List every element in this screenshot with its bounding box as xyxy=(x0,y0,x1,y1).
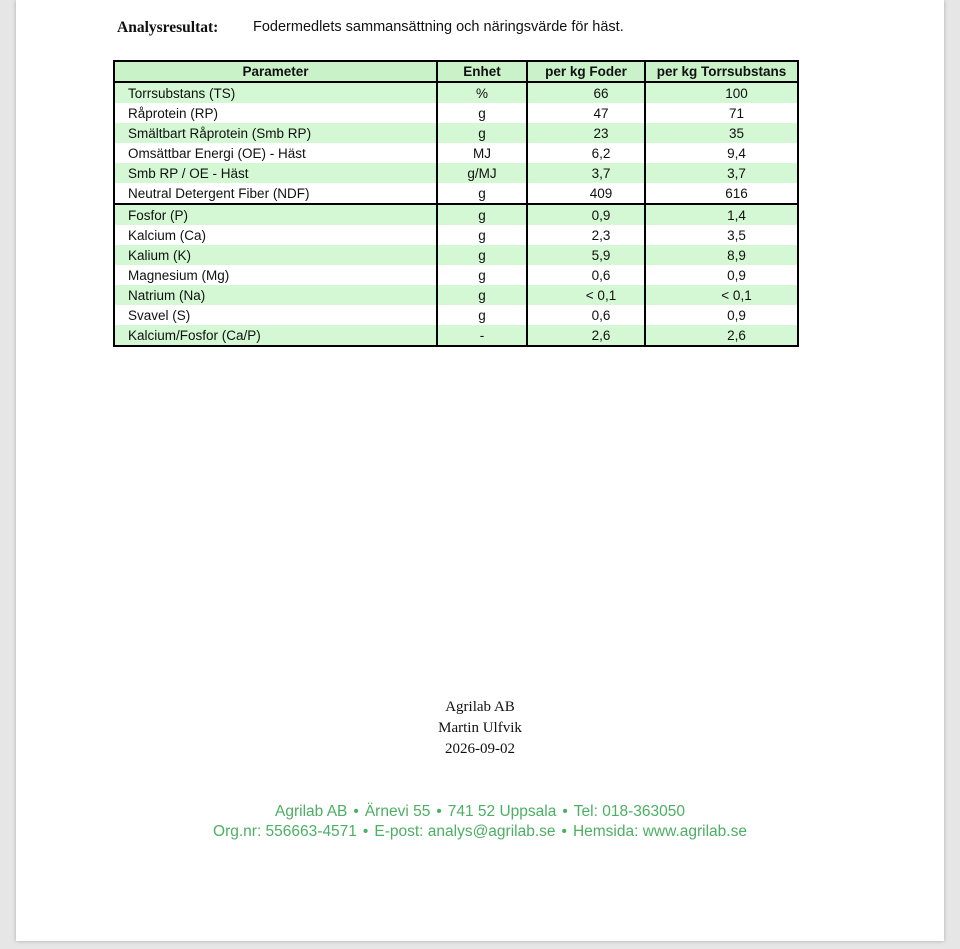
cell-unit: g xyxy=(437,265,527,285)
cell-parameter: Magnesium (Mg) xyxy=(114,265,437,285)
signature-date: 2026-09-02 xyxy=(445,741,515,757)
cell-parameter: Smältbart Råprotein (Smb RP) xyxy=(114,123,437,143)
signature-name: Martin Ulfvik xyxy=(438,720,522,736)
cell-per-kg-feed: 3,7 xyxy=(527,163,645,183)
cell-unit: g xyxy=(437,245,527,265)
cell-per-kg-dry-matter: 3,7 xyxy=(645,163,798,183)
table-row xyxy=(114,163,798,183)
separator-dot: • xyxy=(362,823,369,840)
cell-per-kg-feed: 409 xyxy=(527,183,645,204)
cell-per-kg-feed: 0,9 xyxy=(527,204,645,225)
cell-unit: g xyxy=(437,123,527,143)
footer xyxy=(16,802,944,842)
cell-per-kg-dry-matter: 71 xyxy=(645,103,798,123)
cell-parameter: Neutral Detergent Fiber (NDF) xyxy=(114,183,437,204)
header-per-kg-dry-matter: per kg Torrsubstans xyxy=(645,61,798,82)
cell-parameter: Smb RP / OE - Häst xyxy=(114,163,437,183)
header-per-kg-feed: per kg Foder xyxy=(527,61,645,82)
footer-item: E-post: analys@agrilab.se xyxy=(374,823,556,840)
cell-parameter: Omsättbar Energi (OE) - Häst xyxy=(114,143,437,163)
cell-unit: MJ xyxy=(437,143,527,163)
footer-item: Agrilab AB xyxy=(275,803,348,820)
cell-per-kg-dry-matter: 2,6 xyxy=(645,325,798,346)
footer-line-2 xyxy=(16,822,944,842)
table-header-row xyxy=(114,61,798,82)
cell-per-kg-dry-matter: 0,9 xyxy=(645,265,798,285)
cell-per-kg-feed: 0,6 xyxy=(527,305,645,325)
cell-parameter: Fosfor (P) xyxy=(114,204,437,225)
table-row xyxy=(114,285,798,305)
cell-unit: g xyxy=(437,305,527,325)
separator-dot: • xyxy=(353,803,359,820)
footer-item: Ärnevi 55 xyxy=(364,803,431,820)
cell-unit: % xyxy=(437,82,527,103)
heading-label: Analysresultat: xyxy=(117,19,219,36)
table-row xyxy=(114,265,798,285)
cell-per-kg-dry-matter: < 0,1 xyxy=(645,285,798,305)
cell-parameter: Råprotein (RP) xyxy=(114,103,437,123)
cell-per-kg-dry-matter: 35 xyxy=(645,123,798,143)
cell-per-kg-feed: < 0,1 xyxy=(527,285,645,305)
cell-unit: g xyxy=(437,225,527,245)
analysis-heading xyxy=(117,19,624,37)
cell-per-kg-feed: 2,6 xyxy=(527,325,645,346)
cell-parameter: Kalium (K) xyxy=(114,245,437,265)
table-row xyxy=(114,225,798,245)
cell-per-kg-dry-matter: 0,9 xyxy=(645,305,798,325)
cell-per-kg-dry-matter: 616 xyxy=(645,183,798,204)
cell-unit: g xyxy=(437,183,527,204)
cell-per-kg-dry-matter: 9,4 xyxy=(645,143,798,163)
cell-unit: g/MJ xyxy=(437,163,527,183)
header-parameter: Parameter xyxy=(114,61,437,82)
cell-per-kg-feed: 6,2 xyxy=(527,143,645,163)
cell-per-kg-feed: 2,3 xyxy=(527,225,645,245)
table-row xyxy=(114,245,798,265)
footer-line-1 xyxy=(16,802,944,822)
cell-parameter: Torrsubstans (TS) xyxy=(114,82,437,103)
cell-per-kg-feed: 5,9 xyxy=(527,245,645,265)
separator-dot: • xyxy=(561,823,567,840)
table-row xyxy=(114,305,798,325)
table-row xyxy=(114,82,798,103)
signature-block xyxy=(16,697,944,760)
table-row xyxy=(114,183,798,204)
cell-parameter: Svavel (S) xyxy=(114,305,437,325)
results-table xyxy=(113,60,799,347)
heading-description: Fodermedlets sammansättning och näringsvärde för häst. xyxy=(253,19,624,35)
cell-per-kg-dry-matter: 8,9 xyxy=(645,245,798,265)
footer-item: Org.nr: 556663-4571 xyxy=(213,823,357,840)
footer-item: 741 52 Uppsala xyxy=(447,803,557,820)
cell-parameter: Natrium (Na) xyxy=(114,285,437,305)
cell-per-kg-feed: 66 xyxy=(527,82,645,103)
footer-item: Tel: 018-363050 xyxy=(573,803,685,820)
cell-per-kg-dry-matter: 100 xyxy=(645,82,798,103)
document-page xyxy=(16,0,944,941)
separator-dot: • xyxy=(562,803,568,820)
cell-per-kg-feed: 0,6 xyxy=(527,265,645,285)
cell-per-kg-dry-matter: 1,4 xyxy=(645,204,798,225)
signature-company: Agrilab AB xyxy=(445,699,515,715)
cell-per-kg-dry-matter: 3,5 xyxy=(645,225,798,245)
cell-parameter: Kalcium/Fosfor (Ca/P) xyxy=(114,325,437,346)
header-unit: Enhet xyxy=(437,61,527,82)
table-row xyxy=(114,123,798,143)
table-row xyxy=(114,143,798,163)
cell-per-kg-feed: 23 xyxy=(527,123,645,143)
separator-dot: • xyxy=(436,803,442,820)
table-row xyxy=(114,325,798,346)
cell-unit: g xyxy=(437,103,527,123)
cell-unit: - xyxy=(437,325,527,346)
cell-parameter: Kalcium (Ca) xyxy=(114,225,437,245)
cell-unit: g xyxy=(437,285,527,305)
table-row xyxy=(114,103,798,123)
cell-unit: g xyxy=(437,204,527,225)
footer-item: Hemsida: www.agrilab.se xyxy=(572,823,747,840)
cell-per-kg-feed: 47 xyxy=(527,103,645,123)
table-row xyxy=(114,204,798,225)
table-body xyxy=(114,82,798,346)
